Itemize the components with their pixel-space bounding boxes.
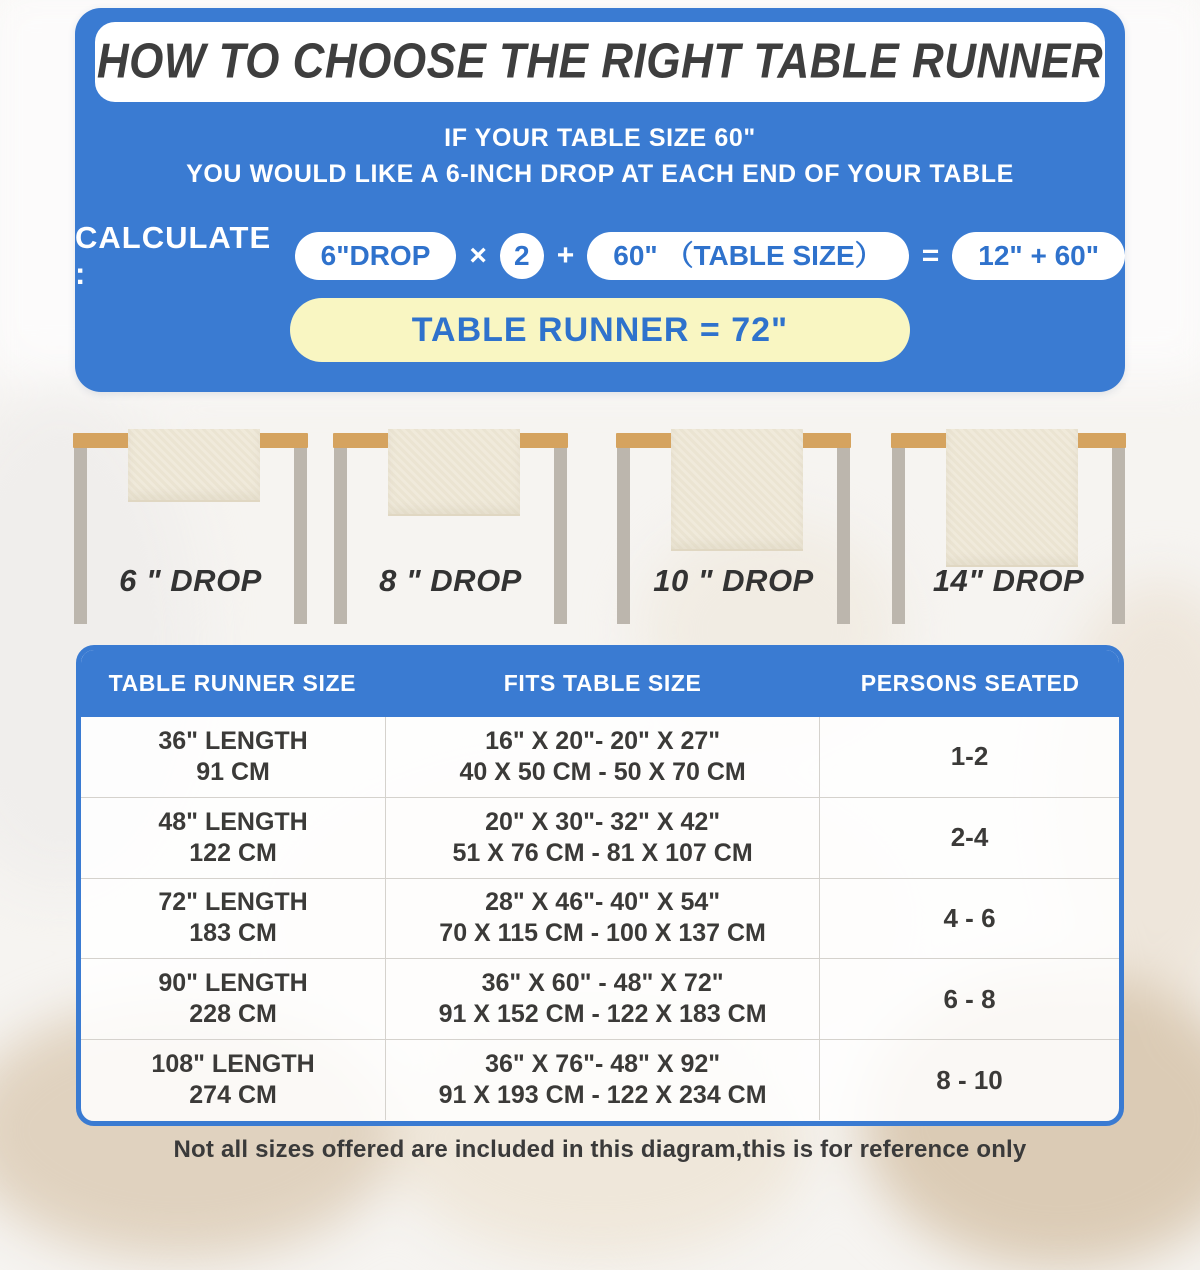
table-runner-cloth [671, 429, 803, 551]
size-row [81, 717, 1119, 797]
persons-cell: 2-4 [950, 822, 989, 853]
runner-size-cell [81, 798, 385, 878]
runner-size-cm: 122 CM [189, 838, 277, 867]
runner-size-cm: 274 CM [189, 1081, 277, 1110]
size-row [81, 797, 1119, 878]
fits-inches: 36" X 60" - 48" X 72" [481, 969, 724, 998]
size-chart-panel [76, 645, 1124, 1126]
header-panel [75, 8, 1125, 392]
result-banner [290, 298, 910, 362]
runner-size-cm: 228 CM [189, 1000, 277, 1029]
drop-label: 14" DROP [932, 563, 1085, 598]
fits-cm: 51 X 76 CM - 81 X 107 CM [452, 838, 753, 867]
table-figure-8-inch [333, 429, 568, 629]
subtitle-line2: YOU WOULD LIKE A 6-INCH DROP AT EACH END OF YOUR TABLE [186, 160, 1014, 188]
size-chart-header [80, 649, 1120, 717]
size-row [81, 878, 1119, 959]
fits-table-cell [385, 959, 820, 1039]
table-runner-cloth [128, 429, 260, 502]
runner-size-inches: 108" LENGTH [151, 1050, 315, 1079]
fits-inches: 16" X 20"- 20" X 27" [485, 726, 721, 755]
fits-table-cell [385, 717, 820, 797]
persons-cell: 1-2 [950, 741, 989, 772]
fits-inches: 20" X 30"- 32" X 42" [485, 807, 721, 836]
size-row [81, 1039, 1119, 1120]
table-size-pill: 60" （TABLE SIZE） [587, 232, 908, 280]
drop-value-pill: 6"DROP [295, 232, 457, 280]
column-header-fits-table: FITS TABLE SIZE [503, 669, 702, 696]
equals-operator: = [921, 239, 940, 272]
result-text: TABLE RUNNER = 72" [411, 310, 789, 349]
runner-size-inches: 48" LENGTH [158, 807, 308, 836]
fits-cm: 91 X 193 CM - 122 X 234 CM [438, 1081, 767, 1110]
table-runner-cloth [946, 429, 1078, 567]
runner-size-cell [81, 1040, 385, 1120]
persons-cell: 6 - 8 [943, 983, 996, 1014]
fits-cm: 40 X 50 CM - 50 X 70 CM [459, 757, 746, 786]
runner-size-cm: 91 CM [196, 757, 270, 786]
fits-inches: 36" X 76"- 48" X 92" [485, 1050, 721, 1079]
fits-cm: 70 X 115 CM - 100 X 137 CM [439, 919, 766, 948]
table-figure-14-inch [891, 429, 1126, 629]
persons-cell: 8 - 10 [936, 1064, 1003, 1095]
fits-table-cell [385, 1040, 820, 1120]
column-header-persons: PERSONS SEATED [860, 669, 1080, 696]
plus-operator: + [556, 239, 575, 272]
sum-pill: 12" + 60" [952, 232, 1125, 280]
table-figure-6-inch [73, 429, 308, 629]
footnote: Not all sizes offered are included in this diagram,this is for reference only [173, 1136, 1027, 1163]
times-operator: × [469, 239, 487, 272]
size-chart-body [81, 717, 1119, 1120]
drop-label: 8 " DROP [379, 563, 522, 598]
runner-size-cell [81, 717, 385, 797]
fits-inches: 28" X 46"- 40" X 54" [485, 888, 721, 917]
runner-size-inches: 72" LENGTH [158, 888, 308, 917]
table-figure-10-inch [616, 429, 851, 629]
runner-size-inches: 36" LENGTH [158, 726, 308, 755]
calculate-label: CALCULATE : [75, 220, 272, 291]
title-banner [95, 22, 1105, 102]
persons-cell: 4 - 6 [943, 902, 996, 933]
runner-size-cm: 183 CM [189, 919, 277, 948]
drop-label: 10 " DROP [653, 563, 814, 598]
multiplier-pill: 2 [500, 233, 544, 279]
size-row [81, 958, 1119, 1039]
page-title: HOW TO CHOOSE THE RIGHT TABLE RUNNER [96, 34, 1104, 89]
runner-size-inches: 90" LENGTH [158, 969, 308, 998]
runner-size-cell [81, 879, 385, 959]
subtitle-line1: IF YOUR TABLE SIZE 60" [444, 124, 756, 152]
column-header-runner-size: TABLE RUNNER SIZE [108, 669, 357, 696]
formula-row [75, 220, 1125, 291]
table-runner-cloth [388, 429, 520, 516]
runner-size-cell [81, 959, 385, 1039]
fits-table-cell [385, 879, 820, 959]
fits-cm: 91 X 152 CM - 122 X 183 CM [438, 1000, 767, 1029]
drop-label: 6 " DROP [119, 563, 262, 598]
fits-table-cell [385, 798, 820, 878]
